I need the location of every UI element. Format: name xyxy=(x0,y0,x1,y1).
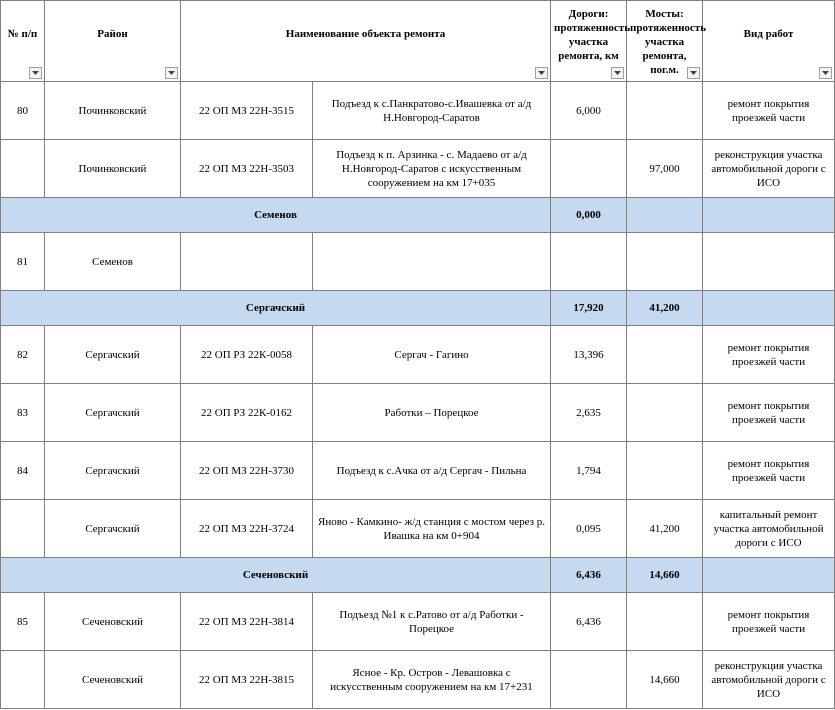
cell-code[interactable]: 22 ОП МЗ 22Н-3730 xyxy=(181,442,313,500)
cell-roads[interactable] xyxy=(551,233,627,291)
cell-work[interactable]: реконструкция участка автомобильной дороги с ИСО xyxy=(703,140,835,198)
group-bridges-total[interactable]: 14,660 xyxy=(627,558,703,593)
filter-dropdown-icon xyxy=(822,71,829,75)
cell-name[interactable]: Яново - Камкино- ж/д станция с мостом через р. Ивашка на км 0+904 xyxy=(313,500,551,558)
cell-work[interactable] xyxy=(703,233,835,291)
cell-code[interactable]: 22 ОП МЗ 22Н-3515 xyxy=(181,82,313,140)
cell-code[interactable] xyxy=(181,233,313,291)
header-work xyxy=(703,1,835,82)
header-roads-label: Дороги: протяженность участка ремонта, км xyxy=(554,7,631,62)
filter-dropdown-icon xyxy=(538,71,545,75)
cell-district[interactable]: Сергачский xyxy=(45,500,181,558)
filter-bridges-button[interactable] xyxy=(687,67,700,79)
cell-bridges[interactable]: 14,660 xyxy=(627,651,703,709)
filter-roads-button[interactable] xyxy=(611,67,624,79)
group-label[interactable]: Сергачский xyxy=(1,291,551,326)
filter-dropdown-icon xyxy=(32,71,39,75)
cell-num[interactable]: 81 xyxy=(1,233,45,291)
filter-district-button[interactable] xyxy=(165,67,178,79)
cell-work[interactable]: ремонт покрытия проезжей части xyxy=(703,326,835,384)
group-row xyxy=(1,558,835,593)
cell-district[interactable]: Сергачский xyxy=(45,326,181,384)
header-roads xyxy=(551,1,631,82)
cell-bridges[interactable] xyxy=(627,82,703,140)
cell-code[interactable]: 22 ОП МЗ 22Н-3724 xyxy=(181,500,313,558)
cell-name[interactable]: Работки – Порецкое xyxy=(313,384,551,442)
table-row xyxy=(1,500,835,558)
header-num-label: № п/п xyxy=(7,28,38,40)
header-row xyxy=(1,1,835,82)
header-num xyxy=(1,1,45,82)
cell-district[interactable]: Сергачский xyxy=(45,442,181,500)
cell-work[interactable]: ремонт покрытия проезжей части xyxy=(703,82,835,140)
cell-work[interactable]: капитальный ремонт участка автомобильной дороги с ИСО xyxy=(703,500,835,558)
cell-code[interactable]: 22 ОП МЗ 22Н-3815 xyxy=(181,651,313,709)
group-label[interactable]: Семенов xyxy=(1,198,551,233)
cell-code[interactable]: 22 ОП МЗ 22Н-3503 xyxy=(181,140,313,198)
cell-name[interactable]: Сергач - Гагино xyxy=(313,326,551,384)
cell-work[interactable]: ремонт покрытия проезжей части xyxy=(703,593,835,651)
header-object xyxy=(181,1,551,82)
cell-district[interactable]: Сеченовский xyxy=(45,593,181,651)
group-bridges-total[interactable] xyxy=(627,198,703,233)
cell-name[interactable]: Подъезд к с.Панкратово-с.Ивашевка от а/д Н.Новгород-Саратов xyxy=(313,82,551,140)
group-work[interactable] xyxy=(703,198,835,233)
group-roads-total[interactable]: 6,436 xyxy=(551,558,627,593)
cell-district[interactable]: Починковский xyxy=(45,140,181,198)
table-row xyxy=(1,384,835,442)
cell-roads[interactable]: 6,000 xyxy=(551,82,627,140)
cell-code[interactable]: 22 ОП МЗ 22Н-3814 xyxy=(181,593,313,651)
cell-num[interactable]: 83 xyxy=(1,384,45,442)
cell-num[interactable] xyxy=(1,140,45,198)
cell-bridges[interactable]: 97,000 xyxy=(627,140,703,198)
cell-name[interactable] xyxy=(313,233,551,291)
filter-dropdown-icon xyxy=(168,71,175,75)
cell-roads[interactable]: 1,794 xyxy=(551,442,627,500)
cell-roads[interactable]: 0,095 xyxy=(551,500,627,558)
group-roads-total[interactable]: 17,920 xyxy=(551,291,627,326)
cell-bridges[interactable] xyxy=(627,326,703,384)
group-bridges-total[interactable]: 41,200 xyxy=(627,291,703,326)
table-row xyxy=(1,82,835,140)
cell-code[interactable]: 22 ОП РЗ 22К-0058 xyxy=(181,326,313,384)
header-district xyxy=(45,1,181,82)
table-row xyxy=(1,233,835,291)
filter-dropdown-icon xyxy=(614,71,621,75)
cell-bridges[interactable] xyxy=(627,384,703,442)
cell-name[interactable]: Подъезд №1 к с.Ратово от а/д Работки - Порецкое xyxy=(313,593,551,651)
cell-roads[interactable] xyxy=(551,140,627,198)
cell-roads[interactable]: 2,635 xyxy=(551,384,627,442)
cell-work[interactable]: реконструкция участка автомобильной дороги с ИСО xyxy=(703,651,835,709)
cell-work[interactable]: ремонт покрытия проезжей части xyxy=(703,442,835,500)
group-work[interactable] xyxy=(703,558,835,593)
group-label[interactable]: Сеченовский xyxy=(1,558,551,593)
table-row xyxy=(1,140,835,198)
cell-num[interactable]: 85 xyxy=(1,593,45,651)
cell-name[interactable]: Ясное - Кр. Остров - Левашовка с искусственным сооружением на км 17+231 xyxy=(313,651,551,709)
cell-bridges[interactable] xyxy=(627,233,703,291)
cell-code[interactable]: 22 ОП РЗ 22К-0162 xyxy=(181,384,313,442)
filter-object-button[interactable] xyxy=(535,67,548,79)
group-row xyxy=(1,291,835,326)
table-row xyxy=(1,442,835,500)
cell-district[interactable]: Семенов xyxy=(45,233,181,291)
filter-dropdown-icon xyxy=(690,71,697,75)
header-work-label: Вид работ xyxy=(743,28,794,40)
cell-num[interactable]: 80 xyxy=(1,82,45,140)
table-row xyxy=(1,651,835,709)
header-district-label: Район xyxy=(97,28,128,40)
filter-work-button[interactable] xyxy=(819,67,832,79)
cell-district[interactable]: Сеченовский xyxy=(45,651,181,709)
header-bridges-label: Мосты: протяженность участка ремонта, пог.м. xyxy=(630,7,707,76)
header-object-label: Наименование объекта ремонта xyxy=(285,28,446,40)
cell-roads[interactable] xyxy=(551,651,627,709)
cell-bridges[interactable] xyxy=(627,593,703,651)
cell-bridges[interactable]: 41,200 xyxy=(627,500,703,558)
cell-name[interactable]: Подъезд к с.Ачка от а/д Сергач - Пильна xyxy=(313,442,551,500)
cell-num[interactable]: 84 xyxy=(1,442,45,500)
cell-district[interactable]: Починковский xyxy=(45,82,181,140)
cell-num[interactable]: 82 xyxy=(1,326,45,384)
cell-num[interactable] xyxy=(1,651,45,709)
cell-roads[interactable]: 13,396 xyxy=(551,326,627,384)
group-row xyxy=(1,198,835,233)
group-work[interactable] xyxy=(703,291,835,326)
cell-bridges[interactable] xyxy=(627,442,703,500)
group-roads-total[interactable]: 0,000 xyxy=(551,198,627,233)
table-row xyxy=(1,326,835,384)
cell-num[interactable] xyxy=(1,500,45,558)
header-bridges xyxy=(627,1,707,82)
filter-num-button[interactable] xyxy=(29,67,42,79)
cell-district[interactable]: Сергачский xyxy=(45,384,181,442)
cell-roads[interactable]: 6,436 xyxy=(551,593,627,651)
cell-work[interactable]: ремонт покрытия проезжей части xyxy=(703,384,835,442)
table-row xyxy=(1,593,835,651)
cell-name[interactable]: Подъезд к п. Арзинка - с. Мадаево от а/д Н.Новгород-Саратов с искусственным сооружением на км 17+035 xyxy=(313,140,551,198)
